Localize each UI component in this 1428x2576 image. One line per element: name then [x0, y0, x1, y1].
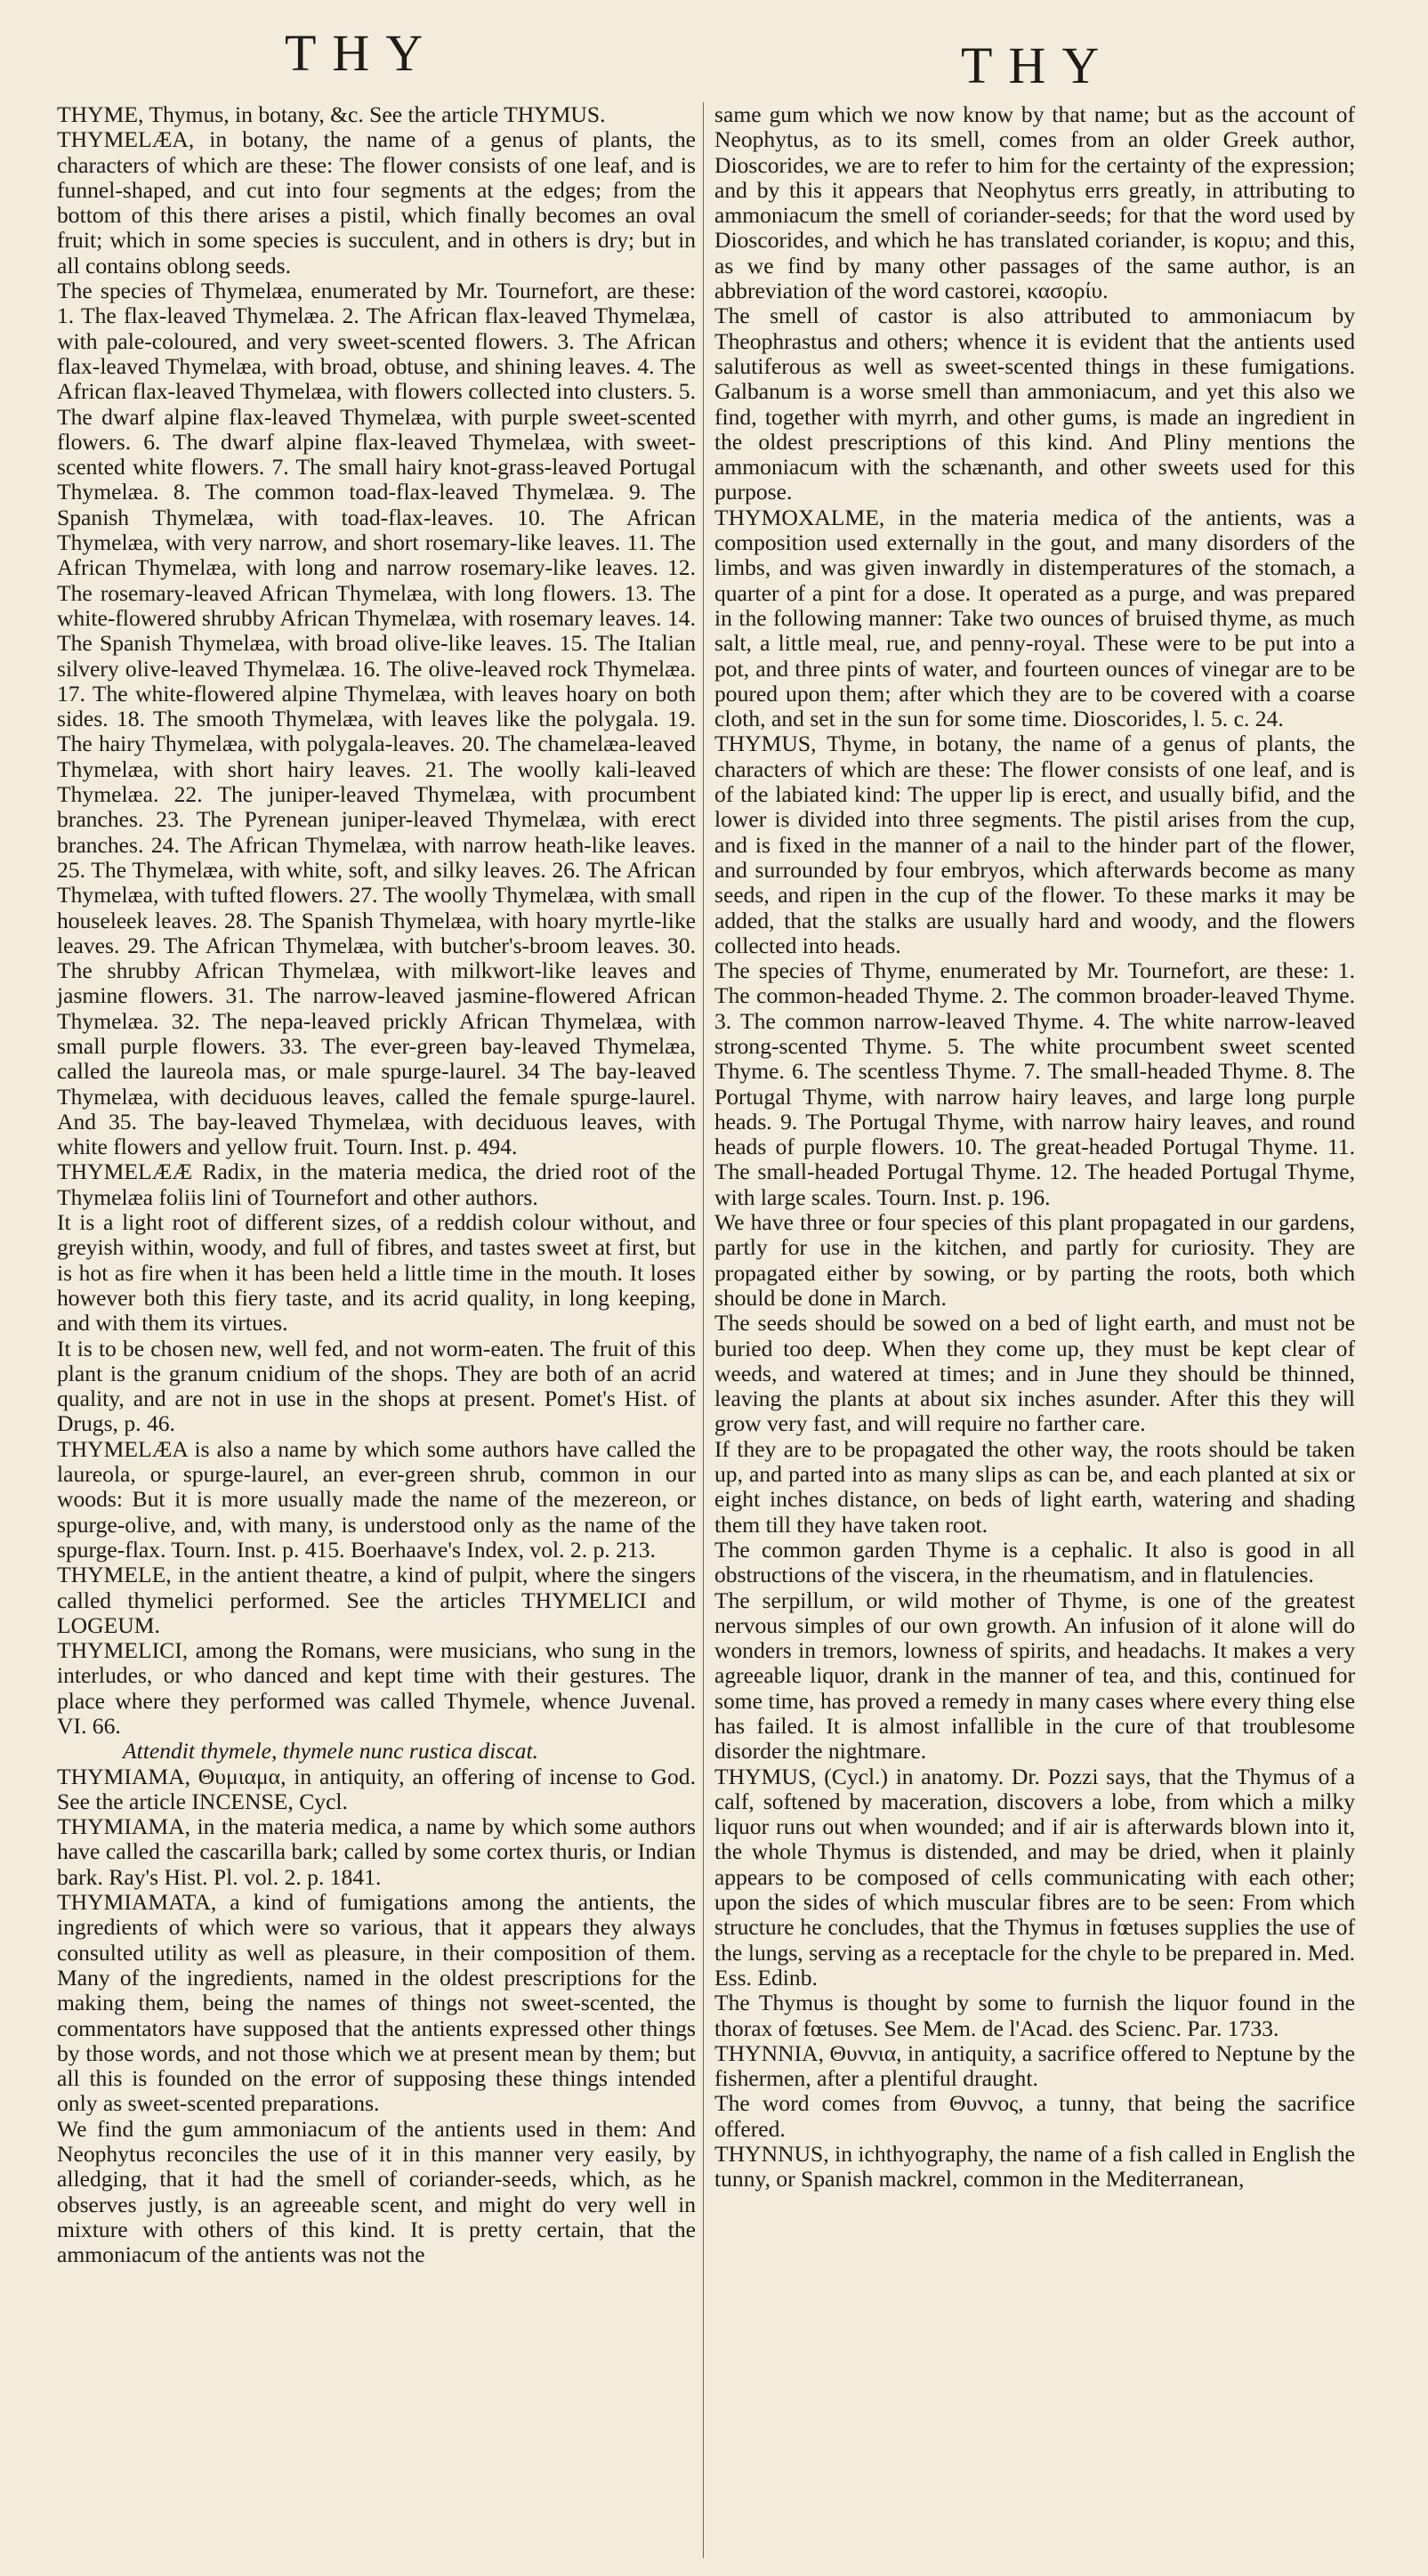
entry-thymelaea: THYMELÆA, in botany, the name of a genus of plants, the characters of which are these: The flower consists of one leaf, and is funnel-shaped, and cut into four segments at the edges; from the bottom of this there arises a pistil, which finally becomes an oval fruit; which in some species is succulent, and in others is dry; but in all contains oblong seeds.	[57, 126, 696, 279]
paragraph-thymelaea-species: The species of Thymelæa, enumerated by Mr. Tournefort, are these: 1. The flax-leaved Thymelæa. 2. The African flax-leaved Thymelæa, with pale-coloured, and very sweet-scented flowers. 3. The African flax-leaved Thymelæa, with broad, obtuse, and shining leaves. 4. The African flax-leaved Thymelæa, with flowers collected into clusters. 5. The dwarf alpine flax-leaved Thymelæa, with purple sweet-scented flowers. 6. The dwarf alpine flax-leaved Thymelæa, with sweet-scented white flowers. 7. The small hairy knot-grass-leaved Portugal Thymelæa. 8. The common toad-flax-leaved Thymelæa. 9. The Spanish Thymelæa, with toad-flax-leaves. 10. The African Thymelæa, with very narrow, and short rosemary-like leaves. 11. The African Thymelæa, with long and narrow rosemary-like leaves. 12. The rosemary-leaved African Thymelæa, with long flowers. 13. The white-flowered shrubby African Thymelæa, with rosemary leaves. 14. The Spanish Thymelæa, with broad olive-like leaves. 15. The Italian silvery olive-leaved Thymelæa. 16. The olive-leaved rock Thymelæa. 17. The white-flowered alpine Thymelæa, with leaves hoary on both sides. 18. The smooth Thymelæa, with leaves like the polygala. 19. The hairy Thymelæa, with polygala-leaves. 20. The chamelæa-leaved Thymelæa, with short hairy leaves. 21. The woolly kali-leaved Thymelæa. 22. The juniper-leaved Thymelæa, with procumbent branches. 23. The Pyrenean juniper-leaved Thymelæa, with erect branches. 24. The African Thymelæa, with narrow heath-like leaves. 25. The Thymelæa, with white, soft, and silky leaves. 26. The African Thymelæa, with tufted flowers. 27. The woolly Thymelæa, with small houseleek leaves. 28. The Spanish Thymelæa, with hoary myrtle-like leaves. 29. The African Thymelæa, with butcher's-broom leaves. 30. The shrubby African Thymelæa, with milkwort-like leaves and jasmine flowers. 31. The narrow-leaved jasmine-flowered African Thymelæa. 32. The nepa-leaved prickly African Thymelæa, with small purple flowers. 33. The ever-green bay-leaved Thymelæa, called the laureola mas, or male spurge-laurel. 34 The bay-leaved Thymelæa, with deciduous leaves, called the female spurge-laurel. And 35. The bay-leaved Thymelæa, with deciduous leaves, with white flowers and yellow fruit. Tourn. Inst. p. 494.	[57, 278, 696, 1160]
paragraph-serpillum: The serpillum, or wild mother of Thyme, is one of the greatest nervous simples of our own growth. An infusion of it alone will do wonders in tremors, lowness of spirits, and headachs. It makes a very agreeable liquor, drank in the manner of tea, and this, continued for some time, has proved a remedy in many cases where every thing else has failed. It is almost infallible in the cure of that troublesome disorder the nightmare.	[714, 1587, 1355, 1764]
entry-thyme: THYME, Thymus, in botany, &c. See the article THYMUS.	[57, 101, 606, 127]
entry-thymus-botany: THYMUS, Thyme, in botany, the name of a genus of plants, the characters of which are these: The flower consists of one leaf, and is of the labiated kind: The upper lip is erect, and usually bifid, and the lower is divided into three segments. The pistil arises from the cup, and is fixed in the manner of a nail to the hinder part of the flower, and surrounded by four embryos, which afterwards become as many seeds, and ripen in the cup of the flower. To these marks it may be added, that the stalks are usually hard and woody, and the flowers collected into heads.	[714, 731, 1355, 958]
entry-thynnia: THYNNIA, Θυννια, in antiquity, a sacrifice offered to Neptune by the fishermen, after a plentiful draught.	[714, 2039, 1355, 2092]
entry-thymelaea-laureola: THYMELÆA is also a name by which some authors have called the laureola, or spurge-laurel, an ever-green shrub, common in our woods: But it is more usually made the name of the mezereon, or spurge-olive, and, with many, is understood only as the name of the spurge-flax. Tourn. Inst. p. 415. Boerhaave's Index, vol. 2. p. 213.	[57, 1435, 696, 1563]
running-head-left: THY	[285, 24, 440, 82]
paragraph-castor-smell: The smell of castor is also attributed to ammoniacum by Theophrastus and others; whence it is evident that the antients used salutiferous as well as sweet-scented things in these fumigations. Galbanum is a worse smell than ammoniacum, and yet this also we find, together with myrrh, and other gums, is made an ingredient in the oldest prescriptions of this kind. And Pliny mentions the ammoniacum with the schænanth, and other sweets used for this purpose.	[714, 303, 1355, 505]
paragraph-thyme-seeds: The seeds should be sowed on a bed of light earth, and must not be buried too deep. When they come up, they must be kept clear of weeds, and watered at times; and in June they should be thinned, leaving the plants at about six inches asunder. After this they will grow very fast, and will require no farther care.	[714, 1310, 1355, 1437]
paragraph-gum-ammoniacum: We find the gum ammoniacum of the antients used in them: And Neophytus reconciles the use of it in this manner very easily, by alledging, that it had the smell of coriander-seeds, which, as he observes justly, is an agreeable scent, and might do very well in mixture with others of this kind. It is pretty certain, that the ammoniacum of the antients was not the	[57, 2115, 696, 2268]
entry-thynnus: THYNNUS, in ichthyography, the name of a fish called in English the tunny, or Spanish mackrel, common in the Mediterranean,	[714, 2141, 1355, 2192]
paragraph-thyme-roots: If they are to be propagated the other way, the roots should be taken up, and parted into as many slips as can be, and each planted at six or eight inches distance, on beds of light earth, watering and shading them till they have taken root.	[714, 1435, 1355, 1538]
paragraph-thynnia-word: The word comes from Θυννος, a tunny, that being the sacrifice offered.	[714, 2090, 1355, 2142]
paragraph-thyme-species: The species of Thyme, enumerated by Mr. Tournefort, are these: 1. The common-headed Thyme. 2. The common broader-leaved Thyme. 3. The common narrow-leaved Thyme. 4. The white narrow-leaved strong-scented Thyme. 5. The white procumbent sweet scented Thyme. 6. The scentless Thyme. 7. The small-headed Thyme. 8. The Portugal Thyme, with narrow hairy leaves, and large long purple heads. 9. The Portugal Thyme, with narrow hairy leaves, and round heads of purple flowers. 10. The great-headed Portugal Thyme. 11. The small-headed Portugal Thyme. 12. The headed Portugal Thyme, with large scales. Tourn. Inst. p. 196.	[714, 957, 1355, 1210]
paragraph-radix-description: It is a light root of different sizes, of a reddish colour without, and greyish within, woody, and full of fibres, and tastes sweet at first, but is hot as fire when it has been held a little time in the mouth. It loses however both this fiery taste, and its acrid quality, in long keeping, and with them its virtues.	[57, 1209, 696, 1336]
paragraph-radix-choice: It is to be chosen new, well fed, and not worm-eaten. The fruit of this plant is the granum cnidium of the shops. They are both of an acrid quality, and are not in use in the shops at present. Pomet's Hist. of Drugs, p. 46.	[57, 1335, 696, 1437]
entry-thymus-anatomy: THYMUS, (Cycl.) in anatomy. Dr. Pozzi says, that the Thymus of a calf, softened by maceration, discovers a lobe, from which a milky liquor runs out when wounded; and if air is afterwards blown into it, the whole Thymus is distended, and may be dried, when it plainly appears to be composed of cells communicating with each other; upon the sides of which muscular fibres are to be seen: From which structure he concludes, that the Thymus in fœtuses supplies the use of the lungs, serving as a receptacle for the chyle to be prepared in. Med. Ess. Edinb.	[714, 1763, 1355, 1991]
paragraph-thyme-propagation: We have three or four species of this plant propagated in our gardens, partly for use in the kitchen, and partly for curiosity. They are propagated either by sowing, or by parting the roots, both which should be done in March.	[714, 1209, 1355, 1311]
entry-thymoxalme: THYMOXALME, in the materia medica of the antients, was a composition used externally in the gout, and many disorders of the limbs, and was given inwardly in distemperatures of the stomach, a quarter of a pint for a dose. It operated as a purge, and was prepared in the following manner: Take two ounces of bruised thyme, as much salt, a little meal, rue, and penny-royal. These were to be put into a pot, and three pints of water, and fourteen ounces of vinegar are to be poured upon them; after which they are to be covered with a coarse cloth, and set in the sun for some time. Dioscorides, l. 5. c. 24.	[714, 504, 1355, 732]
left-column	[57, 102, 696, 2268]
paragraph-garden-thyme: The common garden Thyme is a cephalic. It also is good in all obstructions of the viscera, in the rheumatism, and in flatulencies.	[714, 1536, 1355, 1588]
entry-thymelici: THYMELICI, among the Romans, were musicians, who sung in the interludes, or who danced and kept time with their gestures. The place where they performed was called Thymele, whence Juvenal. VI. 66.	[57, 1637, 696, 1739]
entry-thymiama-antiquity: THYMIAMA, Θυμιαμα, in antiquity, an offering of incense to God. See the article INCENSE, Cycl.	[57, 1763, 696, 1814]
entry-thymele: THYMELE, in the antient theatre, a kind of pulpit, where the singers called thymelici performed. See the articles THYMELICI and LOGEUM.	[57, 1562, 696, 1638]
paragraph-ammoniacum-continued: same gum which we now know by that name; but as the account of Neophytus, as to its smell, comes from an older Greek author, Dioscorides, we are to refer to him for the certainty of the expression; and by this it appears that Neophytus errs greatly, in attributing to ammoniacum the smell of coriander-seeds; for that the word used by Dioscorides, and which he has translated coriander, is κοριυ; and this, as we find by many other passages of the same author, is an abbreviation of the word castorei, κασορίυ.	[714, 101, 1355, 304]
entry-thymiama-materia-medica: THYMIAMA, in the materia medica, a name by which some authors have called the cascarilla bark; called by some cortex thuris, or Indian bark. Ray's Hist. Pl. vol. 2. p. 1841.	[57, 1813, 696, 1890]
juvenal-quote: Attendit thymele, thymele nunc rustica discat.	[123, 1738, 538, 1764]
entry-thymiamata: THYMIAMATA, a kind of fumigations among the antients, the ingredients of which were so various, that it appears they always consulted utility as well as pleasure, in their composition of them. Many of the ingredients, named in the oldest prescriptions for the making them, being the names of things not sweet-scented, the commentators have supposed that the antients expressed other things by those words, and not those which we at present mean by them; but all this is founded on the error of supposing these things intended only as sweet-scented preparations.	[57, 1889, 696, 2117]
right-column	[714, 102, 1355, 2192]
column-divider	[703, 102, 704, 2558]
running-head-right: THY	[961, 36, 1116, 94]
paragraph-thymus-foetuses: The Thymus is thought by some to furnish the liquor found in the thorax of fœtuses. See Mem. de l'Acad. des Scienc. Par. 1733.	[714, 1990, 1355, 2041]
entry-thymelaeae-radix: THYMELÆÆ Radix, in the materia medica, the dried root of the Thymelæa foliis lini of Tournefort and other authors.	[57, 1159, 696, 1210]
